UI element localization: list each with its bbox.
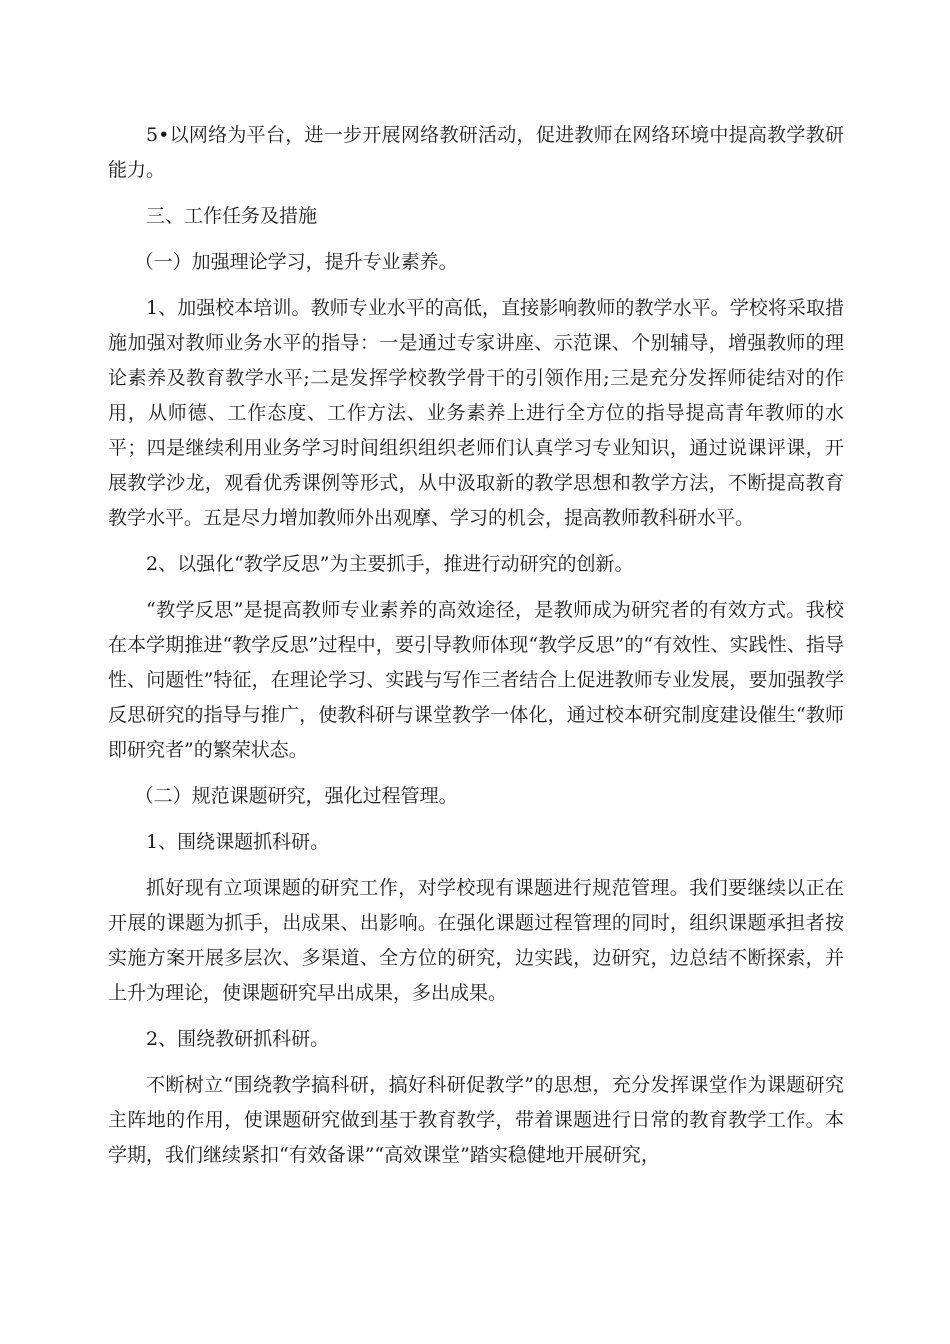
paragraph-teaching-research: 不断树立“围绕教学搞科研，搞好科研促教学”的思想，充分发挥课堂作为课题研究主阵地的作用，使课题研究做到基于教育教学，带着课题进行日常的教育教学工作。本学期，我们继续紧扣“有效备课”“高效课堂”踏实稳健地开展研究， <box>108 1074 844 1166</box>
paragraph-school-training: 1、加强校本培训。教师专业水平的高低，直接影响教师的教学水平。学校将采取措施加强对教师业务水平的指导：一是通过专家讲座、示范课、个别辅导，增强教师的理论素养及教育教学水平;二是发挥学校教学骨干的引领作用;三是充分发挥师徒结对的作用，从师德、工作态度、工作方法、业务素养上进行全方位的指导提高青年教师的水平；四是继续利用业务学习时间组织组织老师们认真学习专业知识，通过说课评课，开展教学沙龙，观看优秀课例等形式，从中汲取新的教学思想和教学方法，不断提高教育教学水平。五是尽力增加教师外出观摩、学习的机会，提高教师教科研水平。 <box>108 297 844 529</box>
paragraph-teaching-reflection-heading: 2、以强化“教学反思”为主要抓手，推进行动研究的创新。 <box>146 553 634 575</box>
section-heading-tasks-measures: 三、工作任务及措施 <box>146 205 318 227</box>
subsection-heading-theory-study: （一）加强理论学习，提升专业素养。 <box>134 251 458 273</box>
subsection-heading-project-research: （二）规范课题研究，强化过程管理。 <box>134 785 458 807</box>
paragraph-teaching-reflection: “教学反思”是提高教师专业素养的高效途径，是教师成为研究者的有效方式。我校在本学期推进“教学反思”过程中，要引导教师体现“教学反思”的“有效性、实践性、指导性、问题性”特征，在理论学习、实践与写作三者结合上促进教师专业发展，要加强教学反思研究的指导与推广，使教科研与课堂教学一体化，通过校本研究制度建设催生“教师即研究者”的繁荣状态。 <box>108 599 844 761</box>
paragraph-network-research: 5•以网络为平台，进一步开展网络教研活动，促进教师在网络环境中提高教学教研能力。 <box>108 124 844 181</box>
paragraph-teaching-research-heading: 2、围绕教研抓科研。 <box>146 1028 330 1050</box>
document-page <box>108 118 844 1184</box>
paragraph-project-research: 抓好现有立项课题的研究工作，对学校现有课题进行规范管理。我们要继续以正在开展的课题为抓手，出成果、出影响。在强化课题过程管理的同时，组织课题承担者按实施方案开展多层次、多渠道、全方位的研究，边实践，边研究，边总结不断探索，并上升为理论，使课题研究早出成果，多出成果。 <box>108 877 844 1004</box>
paragraph-project-heading: 1、围绕课题抓科研。 <box>146 831 330 853</box>
